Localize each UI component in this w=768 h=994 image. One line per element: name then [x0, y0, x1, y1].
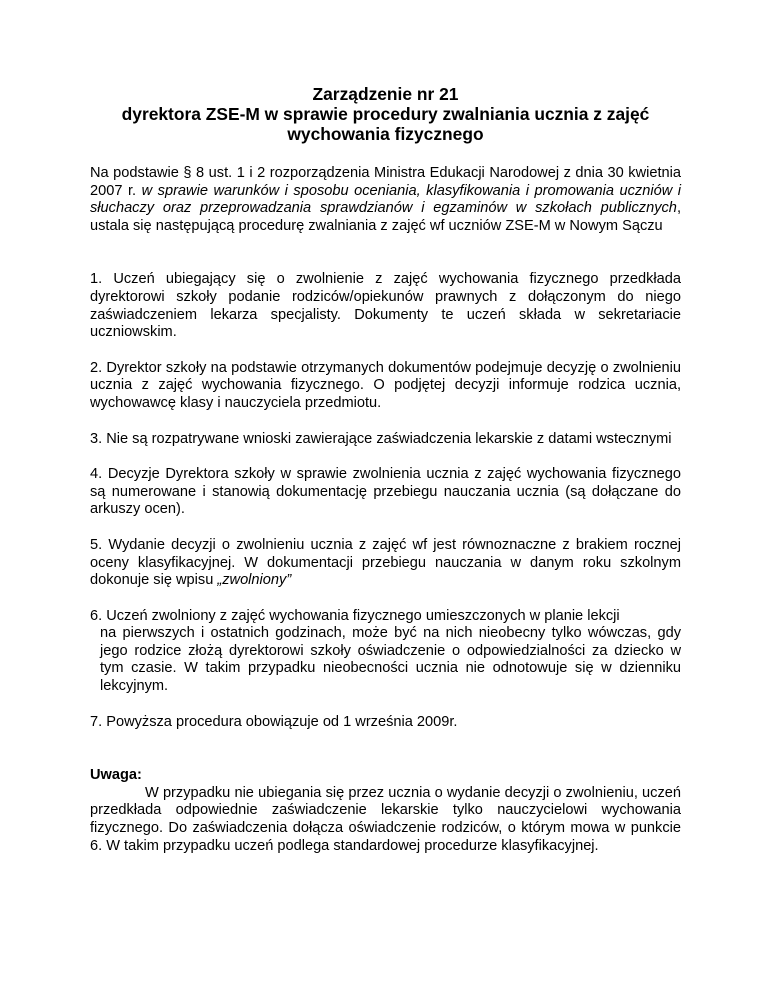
intro-text-2: , ustala się następującą procedurę zwalniania z zajęć wf uczniów ZSE-M w Nowym Sączu — [90, 200, 681, 234]
note-body: W przypadku nie ubiegania się przez ucznia o wydanie decyzji o zwolnieniu, uczeń przedkłada odpowiednie zaświadczenie lekarskie tylko nauczycielowi wychowania fizycznego. Do zaświadczenia dołącza oświadczenie rodziców, o którym mowa w punkcie 6. W takim przypadku uczeń podlega standardowej procedurze klasyfikacyjnej. — [90, 784, 681, 854]
document-page — [90, 84, 681, 855]
item-6-first-line: 6. Uczeń zwolniony z zajęć wychowania fizycznego umieszczonych w planie lekcji — [90, 607, 620, 624]
procedure-item-4: 4. Decyzje Dyrektora szkoły w sprawie zwolnienia ucznia z zajęć wychowania fizycznego są numerowane i stanowią dokumentację przebiegu nauczania ucznia (są dołączane do arkuszy ocen). — [90, 466, 681, 518]
procedure-item-3: 3. Nie są rozpatrywane wnioski zawierające zaświadczenia lekarskie z datami wstecznymi — [90, 430, 672, 447]
intro-regulation-title: w sprawie warunków i sposobu oceniania, klasyfikowania i promowania uczniów i słuchaczy oraz przeprowadzania sprawdzianów i egzaminów w szkołach publicznych — [90, 182, 681, 217]
procedure-item-7: 7. Powyższa procedura obowiązuje od 1 września 2009r. — [90, 713, 458, 730]
note-section — [90, 767, 681, 855]
procedure-item-6 — [90, 608, 681, 696]
procedure-item-2: 2. Dyrektor szkoły na podstawie otrzymanych dokumentów podejmuje decyzję o zwolnieniu ucznia z zajęć wychowania fizycznego. O podjętej decyzji informuje rodzica ucznia, wychowawcę klasy i nauczyciela przedmiotu. — [90, 359, 681, 411]
intro-text-1: Na podstawie § 8 ust. 1 i 2 rozporządzenia Ministra Edukacji Narodowej z dnia 30 kwietnia 2007 r. — [90, 165, 681, 199]
title-line-1: Zarządzenie nr 21 — [312, 84, 459, 104]
procedure-item-5 — [90, 537, 681, 590]
intro-paragraph — [90, 165, 681, 235]
title-line-2: dyrektora ZSE-M w sprawie procedury zwalniania ucznia z zajęć — [121, 104, 650, 124]
item-5-text: 5. Wydanie decyzji o zwolnieniu ucznia z zajęć wf jest równoznaczne z brakiem rocznej oceny klasyfikacyjnej. W dokumentacji przebiegu nauczania w danym roku szkolnym dokonuje się wpisu — [90, 536, 681, 589]
item-6-continuation: na pierwszych i ostatnich godzinach, może być na nich nieobecny tylko wówczas, gdy jego rodzice złożą dyrektorowi szkoły oświadczenie o odpowiedzialności za dziecko w tym czasie. W takim przypadku nieobecności ucznia nie odnotowuje się w dzienniku lekcyjnym. — [100, 625, 681, 695]
procedure-item-1: 1. Uczeń ubiegający się o zwolnienie z zajęć wychowania fizycznego przedkłada dyrektorowi szkoły podanie rodziców/opiekunów prawnych z dołączonym do niego zaświadczeniem lekarza specjalisty. Dokumenty te uczeń składa w sekretariacie uczniowskim. — [90, 271, 681, 341]
note-label: Uwaga: — [90, 767, 142, 784]
item-5-entry: „zwolniony” — [217, 572, 292, 589]
title-line-3: wychowania fizycznego — [287, 124, 484, 144]
document-title — [90, 84, 681, 144]
